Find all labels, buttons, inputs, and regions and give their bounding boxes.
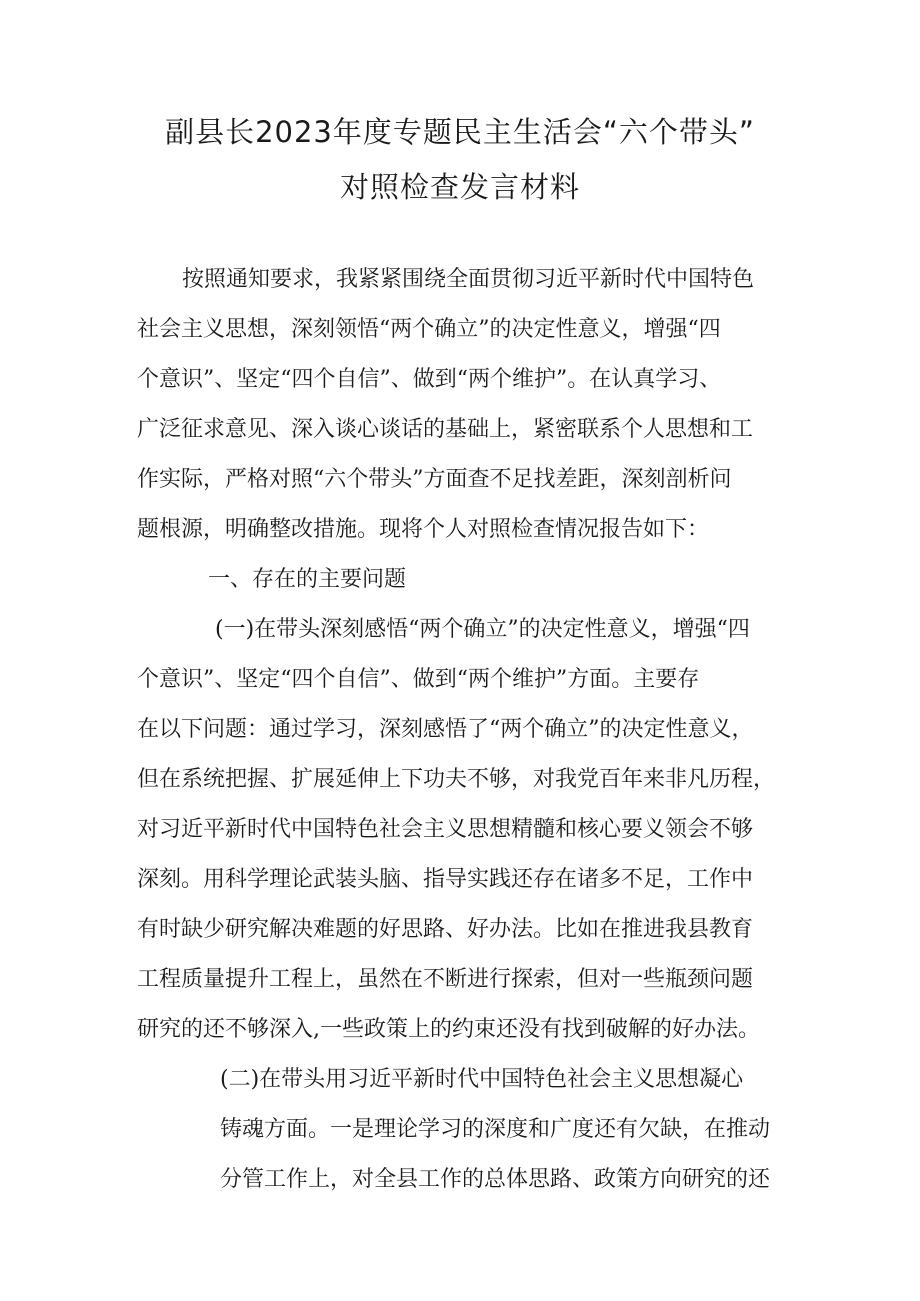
body-line-9: 个意识”、坚定“四个自信”、做到“两个维护”方面。主要存 [137,667,700,692]
body-line-15: 工程质量提升工程上，虽然在不断进行探索，但对一些瓶颈问题 [137,967,754,992]
body-line-3: 个意识”、坚定“四个自信”、做到“两个维护”。在认真学习、 [137,367,722,392]
body-line-18: 铸魂方面。一是理论学习的深度和广度还有欠缺，在推动 [220,1117,771,1142]
body-line-14: 有时缺少研究解决难题的好思路、好办法。比如在推进我县教育 [137,917,754,942]
body-line-12: 对习近平新时代中国特色社会主义思想精髓和核心要义领会不够 [137,817,754,842]
body-line-1: 按照通知要求，我紧紧围绕全面贯彻习近平新时代中国特色 [182,267,755,292]
body-line-13: 深刻。用科学理论武装头脑、指导实践还存在诸多不足，工作中 [137,867,754,892]
document-title-line-2: 对照检查发言材料 [339,170,580,204]
body-line-6: 题根源，明确整改措施。现将个人对照检查情况报告如下： [137,517,710,542]
body-line-17: (二)在带头用习近平新时代中国特色社会主义思想凝心 [220,1067,744,1092]
document-title-line-1: 副县长2023年度专题民主生活会“六个带头” [165,115,755,149]
body-line-16: 研究的还不够深入,一些政策上的约束还没有找到破解的好办法。 [137,1017,760,1042]
body-line-5: 作实际，严格对照“六个带头”方面查不足找差距，深刻剖析问 [137,467,732,492]
body-line-2: 社会主义思想，深刻领悟“两个确立”的决定性意义，增强“四 [137,317,721,342]
section-heading: 一、存在的主要问题 [208,567,407,592]
body-line-11: 但在系统把握、扩展延伸上下功夫不够，对我党百年来非凡历程， [137,767,776,792]
body-line-10: 在以下问题：通过学习，深刻感悟了“两个确立”的决定性意义， [137,717,754,742]
body-line-4: 广泛征求意见、深入谈心谈话的基础上，紧密联系个人思想和工 [137,417,754,442]
body-line-19: 分管工作上，对全县工作的总体思路、政策方向研究的还 [220,1167,771,1192]
body-line-8: (一)在带头深刻感悟“两个确立”的决定性意义，增强“四 [215,617,750,642]
